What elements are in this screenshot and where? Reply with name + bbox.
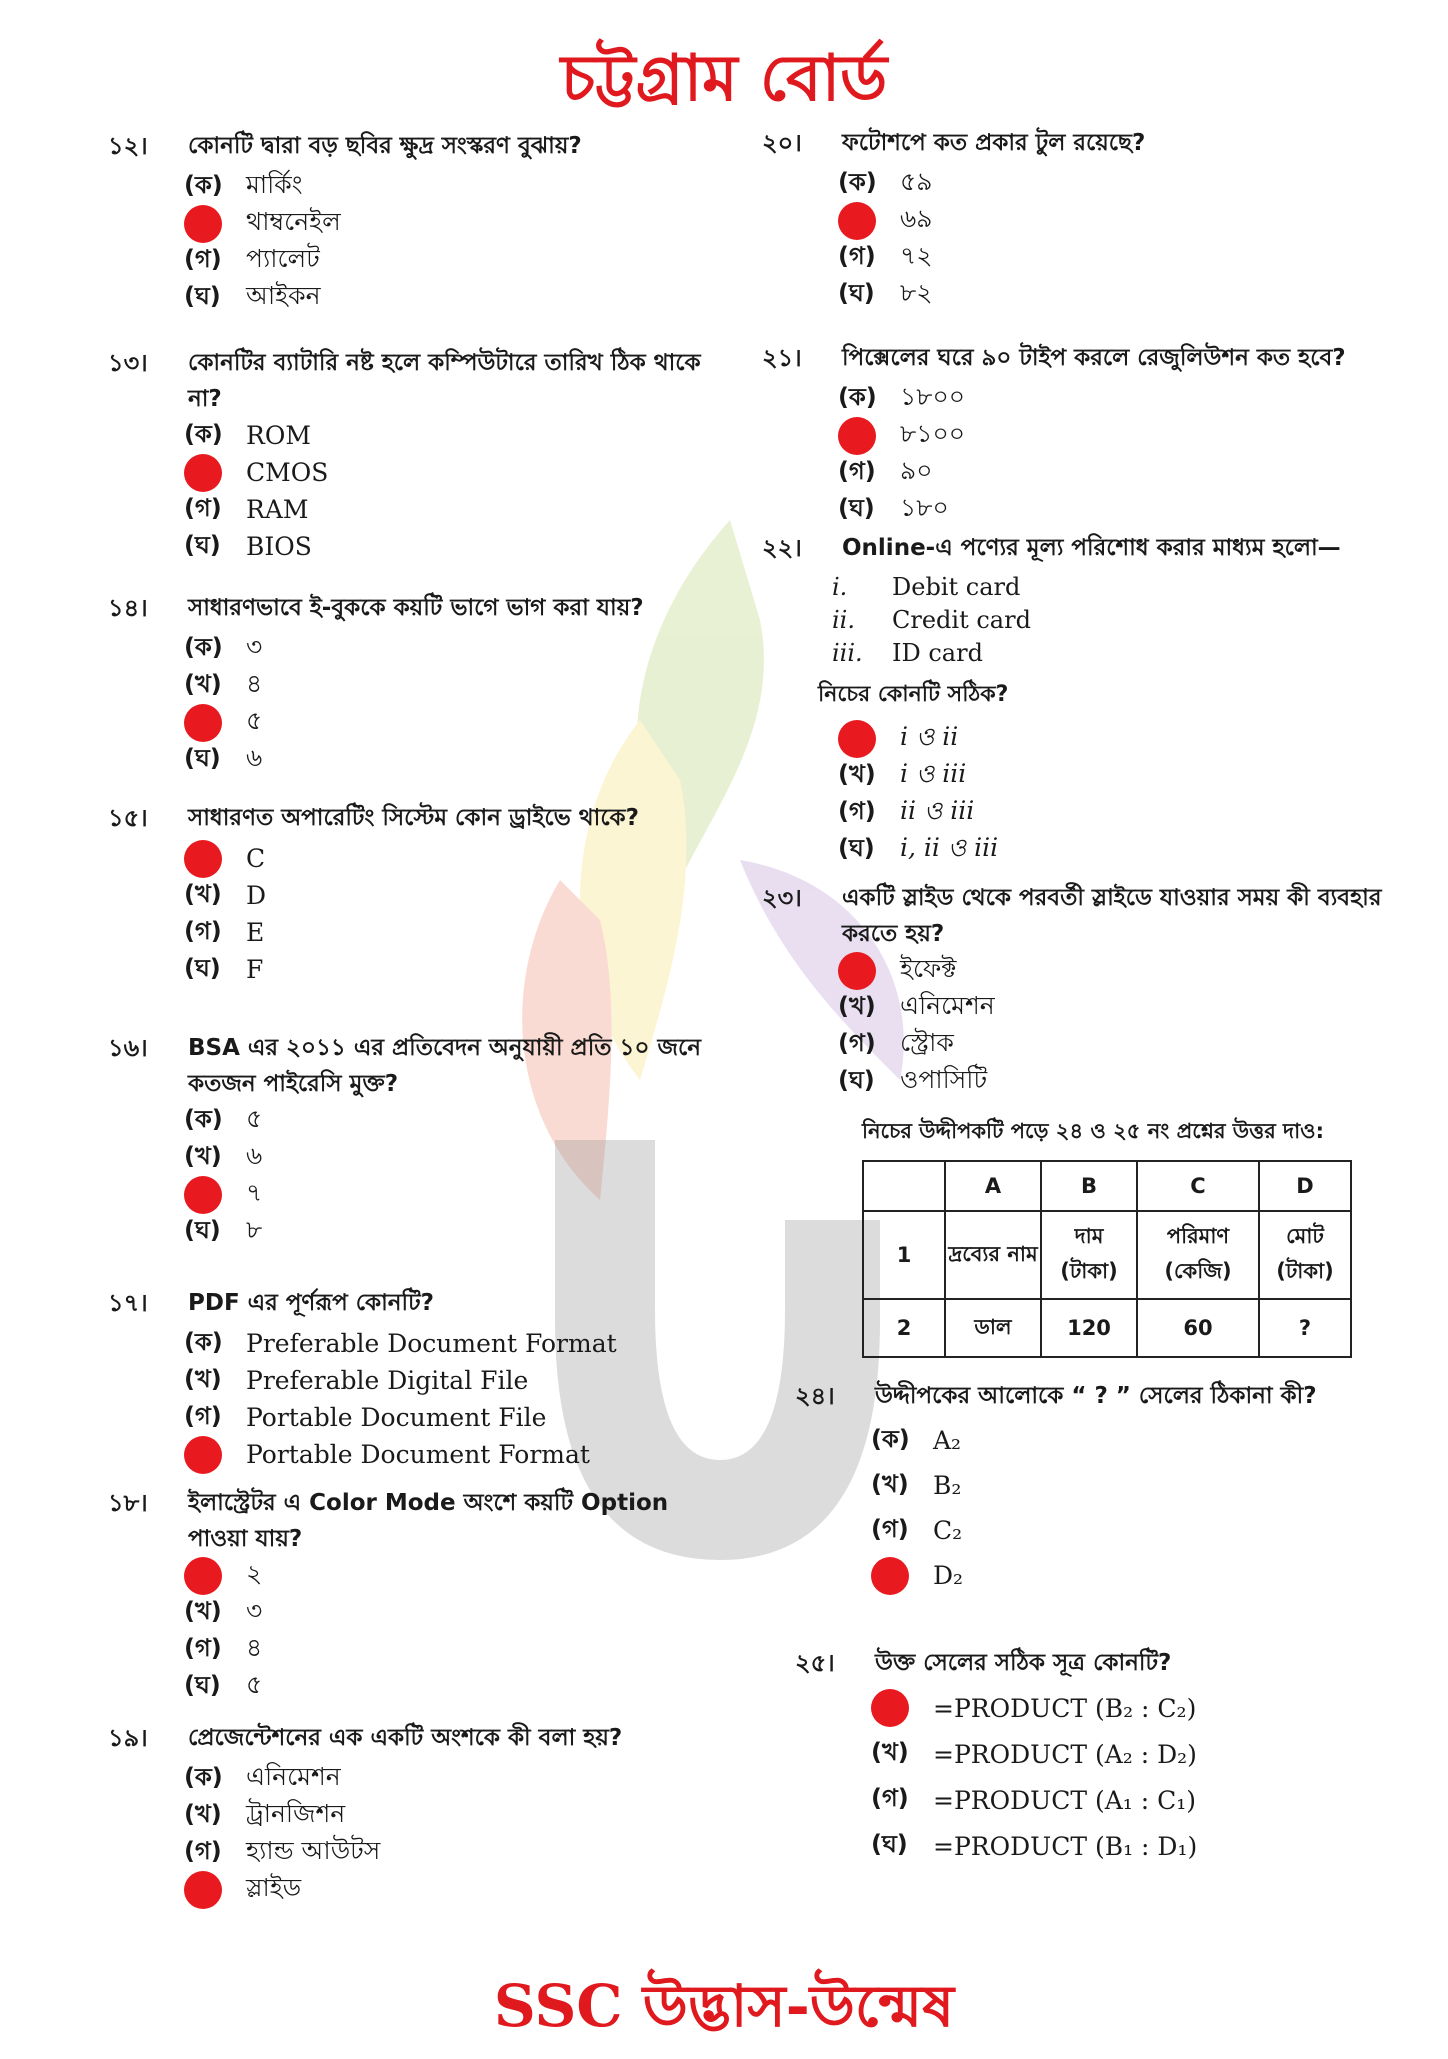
statement-text: Credit card <box>892 605 1031 634</box>
statement-text: Debit card <box>892 572 1021 601</box>
option-item[interactable] <box>184 205 708 242</box>
options-list <box>838 165 1402 313</box>
option-item[interactable] <box>184 279 708 316</box>
option-item[interactable] <box>184 667 708 704</box>
option-item[interactable] <box>871 1418 1395 1463</box>
options-list <box>871 1685 1395 1869</box>
option-text: Portable Document Format <box>246 1440 590 1469</box>
statement-roman: iii. <box>832 638 863 667</box>
option-item[interactable] <box>871 1823 1395 1869</box>
option-label: (ঘ) <box>838 493 875 522</box>
table-cell: ? <box>1259 1299 1351 1357</box>
option-item[interactable] <box>838 202 1402 239</box>
option-text: ৮২ <box>900 278 933 307</box>
option-item[interactable] <box>184 454 708 491</box>
option-text: এনিমেশন <box>900 991 995 1020</box>
option-text: ৮ <box>246 1215 263 1244</box>
option-label: (ঘ) <box>184 281 221 310</box>
option-label: (খ) <box>184 1141 222 1170</box>
question-number: ১৭। <box>108 1289 148 1317</box>
option-text: E <box>246 918 265 947</box>
option-text: ৬ <box>246 743 263 772</box>
option-label: (গ) <box>184 916 222 945</box>
options-list <box>184 1760 708 1908</box>
option-item[interactable] <box>184 242 708 279</box>
option-item[interactable] <box>838 380 1402 417</box>
question-text: ফটোশপে কত প্রকার টুল রয়েছে? <box>842 130 1146 156</box>
option-item[interactable] <box>184 1631 708 1668</box>
option-text: ROM <box>246 421 311 450</box>
option-item[interactable] <box>184 1213 708 1250</box>
question <box>108 800 708 988</box>
stimulus-instruction: নিচের উদ্দীপকটি পড়ে ২৪ ও ২৫ নং প্রশ্নের উত্তর দাও: <box>862 1119 1325 1143</box>
option-label: (ঘ) <box>871 1830 908 1858</box>
question-text: কোনটির ব্যাটারি নষ্ট হলে কম্পিউটারে তারিখ ঠিক থাকে না? <box>188 350 701 412</box>
option-label: (খ) <box>871 1738 909 1766</box>
option-text: ৩ <box>246 1596 263 1625</box>
option-label: (গ) <box>838 1028 876 1057</box>
option-item[interactable] <box>838 989 1422 1026</box>
option-item[interactable] <box>184 1362 708 1399</box>
option-item[interactable] <box>184 1399 708 1436</box>
option-item[interactable] <box>871 1508 1395 1553</box>
statement-text: ID card <box>892 638 983 667</box>
option-item[interactable] <box>184 951 708 988</box>
options-list <box>184 417 708 565</box>
options-list <box>838 720 1382 868</box>
question-text: BSA এর ২০১১ এর প্রতিবেদন অনুযায়ী প্রতি ১০ জনে কতজন পাইরেসি মুক্ত? <box>188 1035 701 1097</box>
table-cell: ডাল <box>945 1299 1041 1357</box>
option-label: (ক) <box>184 1104 223 1133</box>
option-item[interactable] <box>184 1139 708 1176</box>
question-text: সাধারণভাবে ই-বুককে কয়টি ভাগে ভাগ করা যায়? <box>188 595 644 621</box>
option-item[interactable] <box>184 914 708 951</box>
option-item[interactable] <box>838 1026 1422 1063</box>
option-label: (গ) <box>871 1784 909 1812</box>
option-item[interactable] <box>184 704 708 741</box>
table-cell: 60 <box>1137 1299 1259 1357</box>
option-text: =PRODUCT (B₂ : C₂) <box>933 1693 1197 1723</box>
option-label: (ক) <box>871 1424 910 1453</box>
option-text: মার্কিং <box>246 170 303 199</box>
option-item[interactable] <box>838 720 1382 757</box>
option-label: (খ) <box>184 669 222 698</box>
option-item[interactable] <box>184 1834 708 1871</box>
option-item[interactable] <box>838 491 1402 528</box>
question <box>795 1645 1395 1869</box>
question-number: ২৩। <box>762 884 802 912</box>
option-item[interactable] <box>838 454 1402 491</box>
option-text: ৭ <box>246 1178 263 1207</box>
option-label: (গ) <box>838 241 876 270</box>
option-item[interactable] <box>838 757 1382 794</box>
option-text: ৮১০০ <box>900 419 965 448</box>
question <box>108 345 708 565</box>
statement-item <box>832 636 1382 669</box>
option-text: প্যালেট <box>246 244 320 273</box>
option-label: (খ) <box>871 1469 909 1498</box>
option-item[interactable] <box>838 239 1402 276</box>
option-item[interactable] <box>871 1553 1395 1598</box>
option-item[interactable] <box>838 831 1382 868</box>
option-text: ৯০ <box>900 456 933 485</box>
question-number: ১৩। <box>108 349 148 377</box>
option-text: =PRODUCT (B₁ : D₁) <box>933 1831 1198 1861</box>
option-item[interactable] <box>184 630 708 667</box>
statements-list <box>762 570 1382 669</box>
option-item[interactable] <box>184 528 708 565</box>
table-header-cell: B <box>1041 1161 1137 1211</box>
answer-marker-icon <box>838 952 876 990</box>
option-label: (ঘ) <box>184 530 221 559</box>
option-item[interactable] <box>184 1176 708 1213</box>
option-label: (ঘ) <box>838 278 875 307</box>
option-text: i ও iii <box>900 759 967 788</box>
sub-question: নিচের কোনটি সঠিক? <box>818 682 1009 707</box>
question-number: ১২। <box>108 132 148 160</box>
option-label: (খ) <box>838 759 876 788</box>
option-label: (খ) <box>838 991 876 1020</box>
question <box>795 1378 1395 1598</box>
question-text: Online-এ পণ্যের মূল্য পরিশোধ করার মাধ্যম হলো— <box>842 535 1341 561</box>
table-row <box>863 1211 1351 1299</box>
option-label: (ক) <box>838 167 877 196</box>
question-text: ইলাস্ট্রেটর এ Color Mode অংশে কয়টি Option পাওয়া যায়? <box>188 1490 669 1552</box>
table-cell: দ্রব্যের নাম <box>945 1211 1041 1299</box>
option-text: =PRODUCT (A₂ : D₂) <box>933 1739 1197 1769</box>
option-label: (ঘ) <box>184 1670 221 1699</box>
option-text: ii ও iii <box>900 796 975 825</box>
option-item[interactable] <box>184 1102 708 1139</box>
options-list <box>184 840 708 988</box>
option-item[interactable] <box>184 1436 708 1473</box>
option-item[interactable] <box>838 276 1402 313</box>
option-label: (গ) <box>184 1401 222 1430</box>
option-text: ৪ <box>246 669 263 698</box>
option-text: CMOS <box>246 458 329 487</box>
stimulus-block <box>862 1115 1352 1358</box>
table-cell: 2 <box>863 1299 945 1357</box>
option-text: Portable Document File <box>246 1403 547 1432</box>
option-label: (ক) <box>184 419 223 448</box>
option-label: (খ) <box>184 1799 222 1828</box>
question <box>108 1285 708 1473</box>
option-text: =PRODUCT (A₁ : C₁) <box>933 1785 1197 1815</box>
answer-marker-icon <box>184 205 222 243</box>
answer-marker-icon <box>871 1557 909 1595</box>
option-label: (ক) <box>184 632 223 661</box>
question-text: পিক্সেলের ঘরে ৯০ টাইপ করলে রেজুলিউশন কত হবে? <box>842 345 1346 371</box>
question <box>762 530 1382 868</box>
option-item[interactable] <box>838 165 1402 202</box>
answer-marker-icon <box>838 202 876 240</box>
question-number: ২৫। <box>795 1649 835 1677</box>
option-label: (গ) <box>838 456 876 485</box>
option-item[interactable] <box>184 840 708 877</box>
option-label: (খ) <box>184 1364 222 1393</box>
option-item[interactable] <box>184 417 708 454</box>
option-text: ওপাসিটি <box>900 1065 988 1094</box>
table-cell: দাম (টাকা) <box>1041 1211 1137 1299</box>
options-list <box>184 630 708 778</box>
statement-item <box>832 603 1382 636</box>
answer-marker-icon <box>184 704 222 742</box>
option-item[interactable] <box>184 1871 708 1908</box>
options-list <box>838 380 1402 528</box>
option-label: (ক) <box>838 382 877 411</box>
option-text: ১৮০০ <box>900 382 965 411</box>
answer-marker-icon <box>838 417 876 455</box>
question-number: ২১। <box>762 344 802 372</box>
option-label: (ঘ) <box>184 953 221 982</box>
question <box>762 125 1402 313</box>
question-text: প্রেজেন্টেশনের এক একটি অংশকে কী বলা হয়? <box>188 1725 623 1751</box>
option-text: RAM <box>246 495 309 524</box>
statement-item <box>832 570 1382 603</box>
question-number: ১৮। <box>108 1489 148 1517</box>
option-label: (গ) <box>184 493 222 522</box>
stimulus-table <box>862 1160 1352 1358</box>
option-item[interactable] <box>871 1685 1395 1731</box>
options-list <box>838 952 1422 1100</box>
question-text: সাধারণত অপারেটিং সিস্টেম কোন ড্রাইভে থাকে? <box>188 805 639 831</box>
answer-marker-icon <box>871 1689 909 1727</box>
page-title: চট্টগ্রাম বোর্ড <box>560 42 888 116</box>
option-text: BIOS <box>246 532 312 561</box>
question-number: ২২। <box>762 534 802 562</box>
option-item[interactable] <box>871 1463 1395 1508</box>
option-label: (গ) <box>871 1514 909 1543</box>
table-cell: 1 <box>863 1211 945 1299</box>
question-text: PDF এর পূর্ণরূপ কোনটি? <box>188 1290 434 1316</box>
option-label: (ঘ) <box>838 1065 875 1094</box>
table-header-cell <box>863 1161 945 1211</box>
statement-roman: ii. <box>832 605 855 634</box>
option-text: ৭২ <box>900 241 933 270</box>
question-text: একটি স্লাইড থেকে পরবর্তী স্লাইডে যাওয়ার সময় কী ব্যবহার করতে হয়? <box>842 885 1382 947</box>
table-header-cell: D <box>1259 1161 1351 1211</box>
option-item[interactable] <box>184 741 708 778</box>
table-header-cell: A <box>945 1161 1041 1211</box>
option-label: (ঘ) <box>838 833 875 862</box>
option-text: ১৮০ <box>900 493 949 522</box>
table-cell: পরিমাণ (কেজি) <box>1137 1211 1259 1299</box>
option-item[interactable] <box>871 1731 1395 1777</box>
options-list <box>184 1102 708 1250</box>
option-label: (ক) <box>184 1762 223 1791</box>
question-number: ১৯। <box>108 1724 148 1752</box>
option-item[interactable] <box>184 1797 708 1834</box>
question <box>762 340 1402 528</box>
option-text: ইফেক্ট <box>900 954 957 983</box>
option-text: এনিমেশন <box>246 1762 341 1791</box>
footer-brand: SSC উদ্ভাস-উন্মেষ <box>493 1972 955 2040</box>
question <box>108 1030 708 1250</box>
option-item[interactable] <box>184 168 708 205</box>
question-text: উক্ত সেলের সঠিক সূত্র কোনটি? <box>875 1650 1172 1676</box>
option-text: i ও ii <box>900 722 959 751</box>
answer-marker-icon <box>184 1871 222 1909</box>
question-number: ১৬। <box>108 1034 148 1062</box>
option-item[interactable] <box>838 952 1422 989</box>
option-text: ২ <box>246 1559 263 1588</box>
option-label: (খ) <box>184 1596 222 1625</box>
option-item[interactable] <box>184 1594 708 1631</box>
option-text: F <box>246 955 264 984</box>
table-row <box>863 1299 1351 1357</box>
option-text: ৫৯ <box>900 167 933 196</box>
option-text: থাম্বনেইল <box>246 207 341 236</box>
option-text: ৩ <box>246 632 263 661</box>
option-label: (গ) <box>184 1836 222 1865</box>
question-number: ১৫। <box>108 804 148 832</box>
table-cell: মোট (টাকা) <box>1259 1211 1351 1299</box>
option-label: (খ) <box>184 879 222 908</box>
options-list <box>184 168 708 316</box>
option-item[interactable] <box>838 417 1402 454</box>
question-text: কোনটি দ্বারা বড় ছবির ক্ষুদ্র সংস্করণ বুঝায়? <box>188 133 582 159</box>
question-text: উদ্দীপকের আলোকে “ ? ” সেলের ঠিকানা কী? <box>875 1383 1317 1409</box>
answer-marker-icon <box>184 1176 222 1214</box>
option-text: আইকন <box>246 281 321 310</box>
option-text: ৫ <box>246 1670 263 1699</box>
options-list <box>184 1557 708 1705</box>
option-label: (ঘ) <box>184 1215 221 1244</box>
answer-marker-icon <box>184 1436 222 1474</box>
question <box>762 880 1422 1100</box>
question-number: ১৪। <box>108 594 148 622</box>
table-cell: 120 <box>1041 1299 1137 1357</box>
option-text: Preferable Document Format <box>246 1329 617 1358</box>
option-text: স্লাইড <box>246 1873 302 1902</box>
table-header-cell: C <box>1137 1161 1259 1211</box>
option-item[interactable] <box>184 1760 708 1797</box>
question <box>108 128 708 316</box>
option-text: D <box>246 881 267 910</box>
answer-marker-icon <box>184 454 222 492</box>
table-header-row <box>863 1161 1351 1211</box>
option-text: i, ii ও iii <box>900 833 999 862</box>
option-text: ৫ <box>246 1104 263 1133</box>
option-item[interactable] <box>184 1557 708 1594</box>
option-text: ৬৯ <box>900 204 933 233</box>
option-text: ট্রানজিশন <box>246 1799 346 1828</box>
option-item[interactable] <box>184 1668 708 1705</box>
option-item[interactable] <box>871 1777 1395 1823</box>
option-text: ৫ <box>246 706 263 735</box>
option-text: ৬ <box>246 1141 263 1170</box>
option-label: (গ) <box>184 244 222 273</box>
option-label: (ক) <box>184 170 223 199</box>
question-number: ২৪। <box>795 1382 835 1410</box>
answer-marker-icon <box>184 1557 222 1595</box>
options-list <box>871 1418 1395 1598</box>
option-item[interactable] <box>184 491 708 528</box>
question-number: ২০। <box>762 129 802 157</box>
option-text: C <box>246 844 266 873</box>
option-item[interactable] <box>838 794 1382 831</box>
option-text: B₂ <box>933 1471 962 1500</box>
answer-marker-icon <box>184 840 222 878</box>
option-text: ৪ <box>246 1633 263 1662</box>
option-text: A₂ <box>933 1426 962 1455</box>
option-item[interactable] <box>184 1325 708 1362</box>
option-text: Preferable Digital File <box>246 1366 529 1395</box>
option-label: (ক) <box>184 1327 223 1356</box>
option-label: (ঘ) <box>184 743 221 772</box>
question <box>108 1720 708 1908</box>
option-item[interactable] <box>184 877 708 914</box>
question <box>108 590 708 778</box>
option-item[interactable] <box>838 1063 1422 1100</box>
option-text: D₂ <box>933 1561 964 1590</box>
option-text: হ্যান্ড আউটস <box>246 1836 381 1865</box>
option-label: (গ) <box>838 796 876 825</box>
option-text: স্ট্রোক <box>900 1028 954 1057</box>
question <box>108 1485 708 1705</box>
option-label: (গ) <box>184 1633 222 1662</box>
statement-roman: i. <box>832 572 848 601</box>
options-list <box>184 1325 708 1473</box>
answer-marker-icon <box>838 720 876 758</box>
option-text: C₂ <box>933 1516 963 1545</box>
